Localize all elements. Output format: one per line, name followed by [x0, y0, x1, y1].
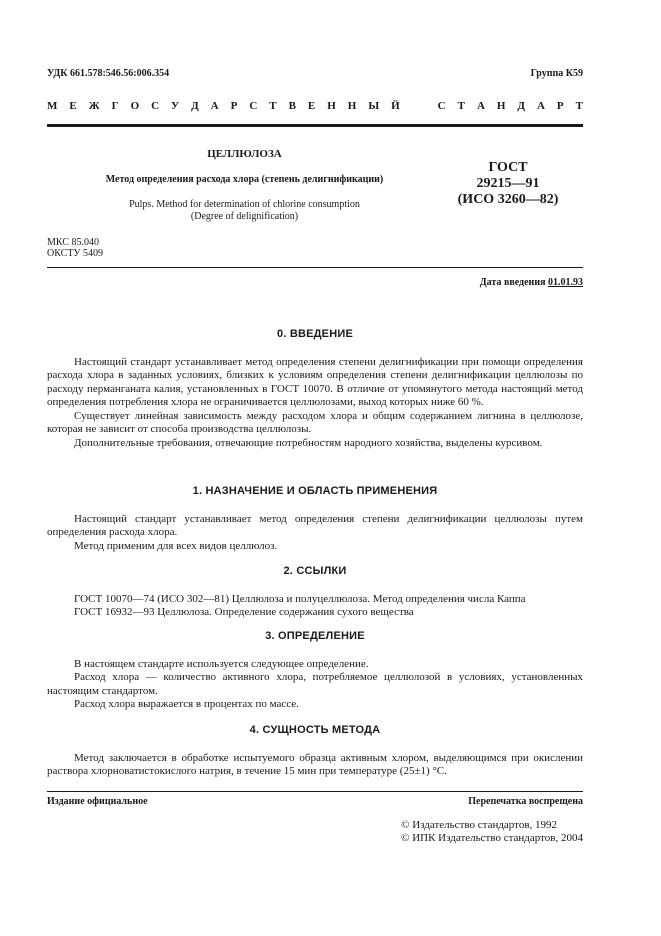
title-ru: ЦЕЛЛЮЛОЗА [207, 148, 282, 160]
banner-letter: Р [556, 100, 564, 112]
introduction-date [480, 277, 583, 288]
gost-label: ГОСТ [488, 160, 528, 175]
section-definition [47, 630, 583, 712]
paragraph: Метод заключается в обработке испытуемого образца активным хлором, выделяющимся при окислении раствора хлорноватистокислого натрия, в течение 15 мин при температуре (25±1) °С. [47, 751, 583, 777]
banner-letter: О [130, 100, 140, 112]
paragraph: Существует линейная зависимость между расходом хлора и общим содержанием лигнина в целлюлозе, которая не зависит от способа производства целлюлозы. [47, 409, 583, 435]
banner-letter: Р [230, 100, 238, 112]
gost-designation [448, 160, 568, 208]
title-en-line1: Pulps. Method for determination of chlorine consumption [129, 199, 360, 210]
iso-number: (ИСО 3260—82) [457, 192, 559, 207]
banner-letter: У [171, 100, 180, 112]
banner-letter: С [151, 100, 160, 112]
gost-number: 29215—91 [476, 176, 540, 191]
section-heading: 2. ССЫЛКИ [283, 565, 347, 577]
copyright-line: © ИПК Издательство стандартов, 2004 [401, 832, 583, 844]
banner-letter: Т [457, 100, 465, 112]
classification-codes [47, 237, 103, 259]
section-method-principle [47, 724, 583, 779]
section-heading: 4. СУЩНОСТЬ МЕТОДА [249, 724, 381, 736]
banner-letter: Ы [368, 100, 380, 112]
banner-letter: А [210, 100, 219, 112]
paragraph: Настоящий стандарт устанавливает метод определения степени делигнификации целлюлозы путем определения расхода хлора. [47, 512, 583, 538]
section-heading: 0. ВВЕДЕНИЕ [276, 328, 353, 340]
introduction-date-value: 01.01.93 [548, 277, 583, 288]
paragraph: Дополнительные требования, отвечающие потребностям народного хозяйства, выделены курсивом. [74, 436, 543, 449]
title-en [47, 199, 442, 223]
banner-letter: Г [111, 100, 119, 112]
section-scope [47, 485, 583, 553]
banner-letter: Н [347, 100, 357, 112]
paragraph: Метод применим для всех видов целлюлоз. [74, 539, 278, 552]
udk-code: УДК 661.578:546.56:006.354 [47, 68, 170, 79]
okstu-code: ОКСТУ 5409 [47, 248, 104, 259]
banner-letter: А [536, 100, 545, 112]
banner-letter: Ж [88, 100, 100, 112]
banner-letter: Д [517, 100, 525, 112]
banner-letter: Е [307, 100, 316, 112]
banner-letter: С [437, 100, 446, 112]
interstate-standard-banner [47, 100, 583, 112]
paragraph: Настоящий стандарт устанавливает метод определения степени делигнификации при помощи определения расхода хлора в заданных условиях, близких к условиям определения степени делигнификации целлюлозы по расходу перманганата калия, установленных в ГОСТ 10070. В отличие от упомянутого метода настоящий метод определения потребления хлора не ограничивается целлюлозами, выход которых ниже 60 %. [47, 355, 583, 408]
reprint-prohibited-label: Перепечатка воспрещена [468, 796, 583, 807]
copyright-line: © Издательство стандартов, 1992 [401, 819, 558, 831]
banner-letter: В [288, 100, 296, 112]
section-introduction [47, 328, 583, 450]
copyright-block [401, 819, 583, 845]
title-block [47, 148, 442, 223]
title-en-line2: (Degree of delignification) [190, 211, 299, 222]
section-heading: 1. НАЗНАЧЕНИЕ И ОБЛАСТЬ ПРИМЕНЕНИЯ [192, 485, 438, 497]
banner-letter: Т [269, 100, 277, 112]
banner-gap [412, 100, 426, 112]
header-rule [47, 124, 583, 127]
banner-letter: М [47, 100, 58, 112]
banner-letter: Н [327, 100, 336, 112]
banner-letter: Й [391, 100, 400, 112]
banner-letter: Т [575, 100, 583, 112]
paragraph: В настоящем стандарте используется следующее определение. [74, 657, 369, 670]
banner-letter: Д [191, 100, 199, 112]
divider [47, 267, 583, 268]
paragraph: Расход хлора — количество активного хлора, потребляемое целлюлозой в условиях, установленных настоящим стандартом. [47, 671, 583, 697]
paragraph: Расход хлора выражается в процентах по массе. [74, 698, 299, 710]
reference-item: ГОСТ 10070—74 (ИСО 302—81) Целлюлоза и полуцеллюлоза. Метод определения числа Каппа [74, 592, 526, 605]
group-code: Группа К59 [530, 68, 583, 79]
reference-item: ГОСТ 16932—93 Целлюлоза. Определение содержания сухого вещества [74, 606, 414, 618]
banner-letter: Е [69, 100, 77, 112]
section-heading: 3. ОПРЕДЕЛЕНИЕ [265, 630, 365, 642]
section-references [47, 565, 583, 620]
mks-code: МКС 85.040 [47, 237, 99, 248]
introduction-date-label: Дата введения [479, 277, 546, 288]
footer-rule [47, 791, 583, 792]
banner-letter: Н [496, 100, 506, 112]
banner-letter: С [249, 100, 258, 112]
subtitle-ru: Метод определения расхода хлора (степень делигнификации) [105, 174, 384, 185]
official-edition-label: Издание официальное [47, 796, 148, 807]
banner-letter: А [476, 100, 485, 112]
